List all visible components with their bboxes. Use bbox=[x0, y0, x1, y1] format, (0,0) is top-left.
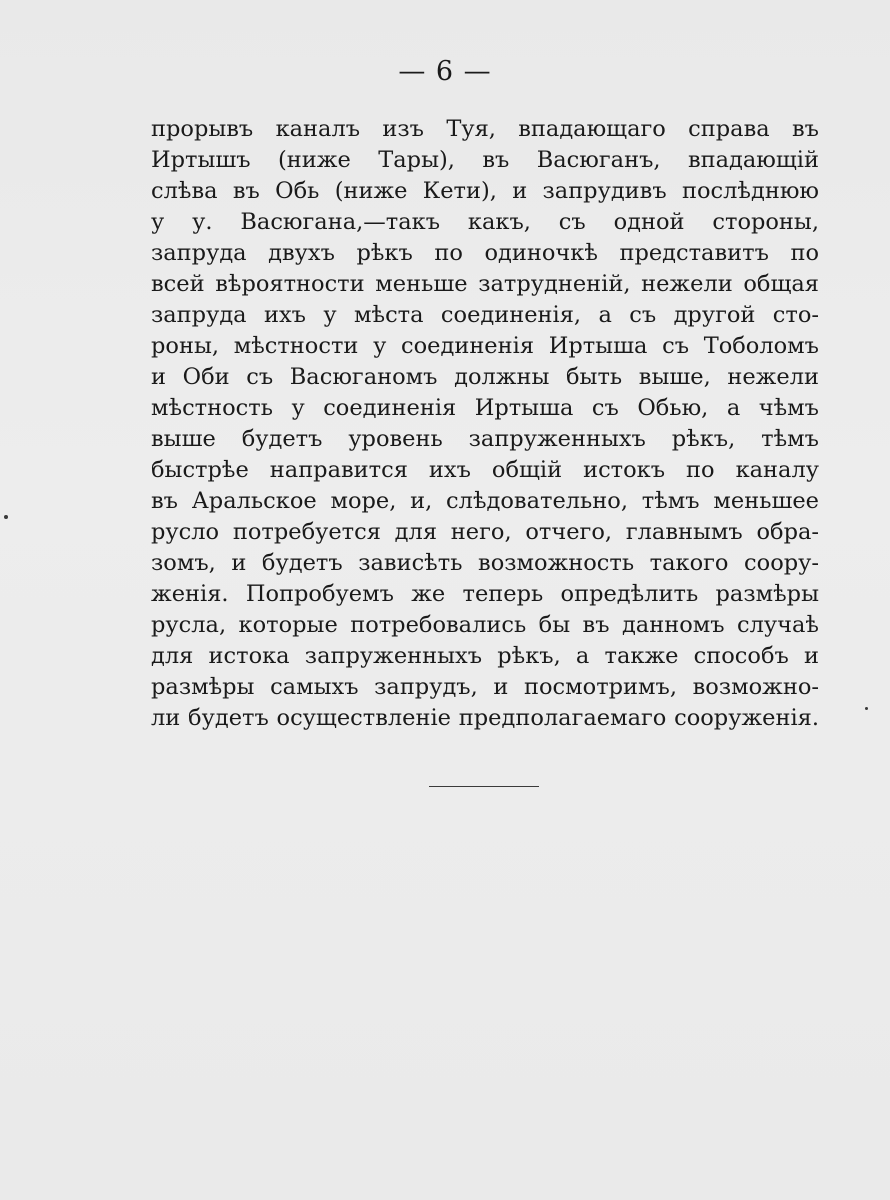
scan-speck bbox=[4, 515, 8, 519]
body-text bbox=[151, 114, 819, 734]
text-line: прорывъ каналъ изъ Туя, впадающаго справа въ bbox=[151, 116, 819, 142]
scan-speck bbox=[865, 707, 868, 710]
text-line: роны, мѣстности у соединенія Иртыша съ Тоболомъ bbox=[151, 333, 819, 359]
text-line: зомъ, и будетъ зависѣть возможность такого соору- bbox=[151, 550, 819, 576]
text-line: Иртышъ (ниже Тары), въ Васюганъ, впадающій bbox=[151, 147, 819, 173]
text-line: женія. Попробуемъ же теперь опредѣлить размѣры bbox=[151, 581, 819, 607]
text-line: быстрѣе направится ихъ общій истокъ по каналу bbox=[151, 457, 819, 483]
text-line: въ Аральское море, и, слѣдовательно, тѣмъ меньшее bbox=[151, 488, 819, 514]
text-line: и Оби съ Васюганомъ должны быть выше, нежели bbox=[151, 364, 819, 390]
text-line: у у. Васюгана,—такъ какъ, съ одной стороны, bbox=[151, 209, 819, 235]
text-line: запруда ихъ у мѣста соединенія, а съ другой сто- bbox=[151, 302, 819, 328]
section-divider bbox=[429, 786, 539, 787]
text-line: ли будетъ осуществленіе предполагаемаго сооруженія. bbox=[151, 705, 819, 731]
text-line: всей вѣроятности меньше затрудненій, нежели общая bbox=[151, 271, 819, 297]
text-line: русло потребуется для него, отчего, главнымъ обра- bbox=[151, 519, 819, 545]
text-line: слѣва въ Обь (ниже Кети), и запрудивъ послѣднюю bbox=[151, 178, 819, 204]
text-line: для истока запруженныхъ рѣкъ, а также способъ и bbox=[151, 643, 819, 669]
page-number-header: — 6 — bbox=[398, 56, 492, 87]
text-line: мѣстность у соединенія Иртыша съ Обью, а чѣмъ bbox=[151, 395, 819, 421]
text-line: размѣры самыхъ запрудъ, и посмотримъ, возможно- bbox=[151, 674, 819, 700]
text-line: русла, которые потребовались бы въ данномъ случаѣ bbox=[151, 612, 819, 638]
text-line: выше будетъ уровень запруженныхъ рѣкъ, тѣмъ bbox=[151, 426, 819, 452]
text-line: запруда двухъ рѣкъ по одиночкѣ представитъ по bbox=[151, 240, 819, 266]
